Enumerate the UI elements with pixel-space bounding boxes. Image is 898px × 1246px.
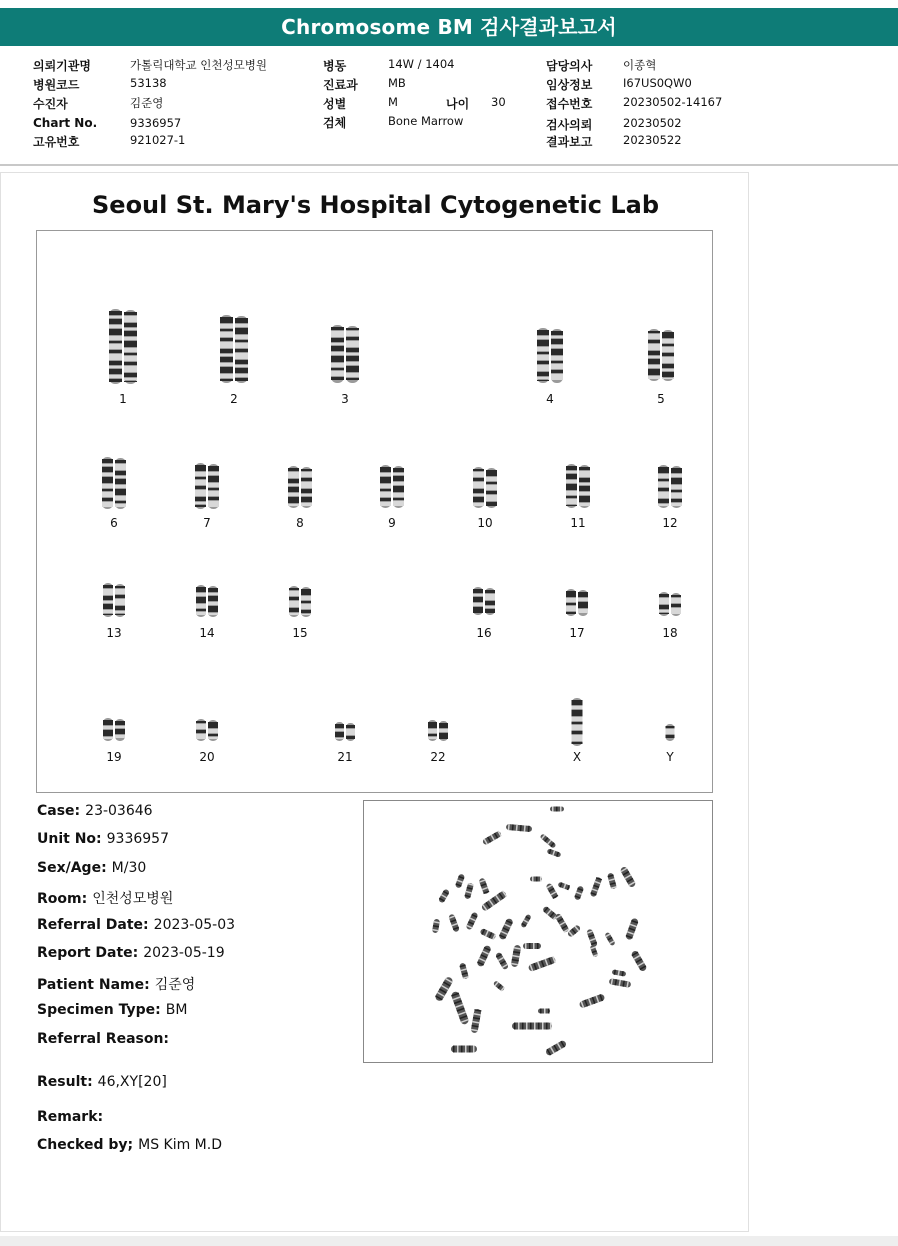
- karyogram-image: [37, 231, 714, 794]
- metaphase-chromosome: [520, 914, 531, 929]
- metaphase-chromosome: [612, 969, 627, 976]
- chromosome-15-b: [301, 587, 311, 617]
- chromosome-label-13: 13: [106, 626, 122, 640]
- chromosome-17-b: [578, 590, 588, 616]
- field-referral-date: Referral Date: 2023-05-03: [37, 917, 236, 933]
- metaphase-chromosome: [545, 1039, 568, 1056]
- info-value-patient: 김준영: [130, 96, 164, 110]
- info-value-specimen: Bone Marrow: [388, 114, 464, 128]
- info-value-receipt-no: 20230502-14167: [623, 95, 723, 109]
- metaphase-chromosome: [528, 956, 557, 972]
- metaphase-chromosome: [450, 991, 469, 1026]
- info-value-sex: M: [388, 95, 398, 109]
- metaphase-chromosome: [609, 978, 632, 988]
- info-label-request-date: 검사의뢰: [546, 118, 593, 132]
- chromosome-label-1: 1: [119, 392, 127, 406]
- chromosome-17-a: [566, 589, 576, 616]
- chromosome-11-a: [566, 464, 577, 508]
- metaphase-chromosome: [619, 866, 636, 889]
- metaphase-chromosome: [530, 877, 542, 882]
- chromosome-label-x: X: [572, 750, 582, 764]
- chromosome-16-b: [485, 588, 495, 615]
- metaphase-chromosome: [545, 883, 558, 900]
- chromosome-11-b: [579, 465, 590, 508]
- info-value-chart-no: 9336957: [130, 116, 182, 130]
- metaphase-chromosome: [459, 962, 469, 979]
- chromosome-15-a: [289, 586, 299, 617]
- metaphase-chromosome: [455, 873, 465, 888]
- metaphase-chromosome: [538, 1009, 550, 1014]
- chromosome-label-19: 19: [106, 750, 122, 764]
- info-label-patient: 수진자: [33, 97, 68, 111]
- metaphase-chromosome: [478, 877, 489, 894]
- metaphase-chromosome: [438, 888, 450, 903]
- field-referral-reason: Referral Reason:: [37, 1031, 170, 1047]
- chromosome-13-b: [115, 584, 125, 617]
- info-label-specimen: 검체: [323, 116, 347, 130]
- chromosome-2-a: [220, 315, 233, 383]
- chromosome-label-5: 5: [657, 392, 665, 406]
- chromosome-14-b: [208, 586, 218, 617]
- chromosome-19-a: [103, 718, 113, 741]
- metaphase-chromosome: [567, 924, 582, 938]
- metaphase-chromosome: [554, 913, 569, 933]
- field-case: Case: 23-03646: [37, 803, 153, 819]
- metaphase-chromosome: [434, 976, 454, 1003]
- karyogram: [36, 230, 713, 793]
- metaphase-chromosome: [464, 882, 474, 899]
- metaphase-chromosome: [506, 824, 532, 832]
- field-result: Result: 46,XY[20]: [37, 1074, 167, 1090]
- info-label-clinical-info: 임상정보: [546, 78, 593, 92]
- chromosome-label-12: 12: [662, 516, 678, 530]
- chromosome-3-b: [346, 326, 359, 383]
- chromosome-7-b: [208, 464, 219, 509]
- field-room: Room: 인천성모병원: [37, 891, 174, 907]
- info-value-doctor: 이종혁: [623, 58, 657, 72]
- chromosome-18-b: [671, 593, 681, 616]
- chromosome-label-4: 4: [546, 392, 554, 406]
- field-specimen-type: Specimen Type: BM: [37, 1002, 188, 1018]
- info-label-hospital-code: 병원코드: [33, 78, 80, 92]
- chromosome-3-a: [331, 325, 344, 383]
- chromosome-label-3: 3: [341, 392, 349, 406]
- metaphase-chromosome: [479, 928, 496, 940]
- info-value-department: MB: [388, 76, 406, 90]
- field-sex-age: Sex/Age: M/30: [37, 860, 147, 876]
- report-header-title: Chromosome BM 검사결과보고서: [0, 8, 898, 46]
- info-value-institution: 가톨릭대학교 인천성모병원: [130, 58, 267, 72]
- info-label-chart-no: Chart No.: [33, 116, 98, 130]
- chromosome-x: [572, 698, 583, 746]
- chromosome-5-a: [648, 329, 660, 381]
- metaphase-chromosome: [465, 912, 478, 931]
- field-unit-no: Unit No: 9336957: [37, 831, 169, 847]
- chromosome-8-b: [301, 467, 312, 508]
- chromosome-1-b: [124, 310, 137, 384]
- chromosome-label-21: 21: [337, 750, 353, 764]
- metaphase-chromosome: [625, 917, 639, 940]
- info-value-age: 30: [491, 95, 506, 109]
- info-label-department: 진료과: [323, 78, 358, 92]
- chromosome-label-7: 7: [203, 516, 211, 530]
- chromosome-1-a: [109, 309, 122, 384]
- chromosome-label-11: 11: [570, 516, 586, 530]
- metaphase-chromosome: [493, 980, 505, 992]
- metaphase-chromosome: [558, 882, 571, 891]
- chromosome-label-20: 20: [199, 750, 215, 764]
- chromosome-label-8: 8: [296, 516, 304, 530]
- metaphase-chromosome: [476, 945, 492, 968]
- metaphase-image: [364, 801, 714, 1064]
- chromosome-20-a: [196, 719, 206, 741]
- metaphase-chromosome: [432, 919, 440, 934]
- chromosome-6-b: [115, 458, 126, 509]
- chromosome-21-a: [335, 722, 344, 741]
- chromosome-22-a: [428, 720, 437, 741]
- metaphase-chromosome: [586, 929, 598, 948]
- chromosome-label-17: 17: [569, 626, 585, 640]
- chromosome-14-a: [196, 585, 206, 617]
- metaphase-chromosome: [547, 848, 562, 857]
- metaphase-chromosome: [607, 872, 617, 889]
- chromosome-5-b: [662, 330, 674, 381]
- chromosome-y: [666, 724, 675, 741]
- field-patient-name: Patient Name: 김준영: [37, 977, 196, 993]
- chromosome-label-6: 6: [110, 516, 118, 530]
- info-label-age: 나이: [446, 97, 470, 111]
- info-label-receipt-no: 접수번호: [546, 97, 593, 111]
- metaphase-chromosome: [511, 945, 522, 968]
- metaphase-chromosome: [579, 993, 606, 1008]
- info-label-doctor: 담당의사: [546, 59, 593, 73]
- metaphase-chromosome: [590, 945, 599, 958]
- chromosome-label-22: 22: [430, 750, 446, 764]
- header-divider: [0, 164, 898, 166]
- metaphase-chromosome: [482, 830, 502, 845]
- chromosome-label-2: 2: [230, 392, 238, 406]
- metaphase-chromosome: [448, 914, 460, 933]
- info-value-unique-no: 921027-1: [130, 133, 186, 147]
- info-value-result-date: 20230522: [623, 133, 682, 147]
- chromosome-21-b: [346, 723, 355, 741]
- info-value-request-date: 20230502: [623, 116, 682, 130]
- metaphase-chromosome: [495, 952, 509, 971]
- info-label-unique-no: 고유번호: [33, 135, 80, 149]
- chromosome-label-9: 9: [388, 516, 396, 530]
- info-label-result-date: 결과보고: [546, 135, 593, 149]
- chromosome-label-15: 15: [292, 626, 308, 640]
- chromosome-12-b: [671, 466, 682, 508]
- info-value-hospital-code: 53138: [130, 76, 167, 90]
- chromosome-18-a: [659, 592, 669, 616]
- field-checked-by: Checked by; MS Kim M.D: [37, 1137, 222, 1153]
- chromosome-10-a: [473, 467, 484, 508]
- chromosome-20-b: [208, 720, 218, 741]
- chromosome-label-y: Y: [666, 750, 674, 764]
- chromosome-label-16: 16: [476, 626, 492, 640]
- metaphase-chromosome: [451, 1046, 477, 1053]
- metaphase-chromosome: [542, 906, 558, 921]
- metaphase-chromosome: [590, 877, 602, 898]
- metaphase-chromosome: [470, 1009, 481, 1034]
- metaphase-chromosome: [539, 833, 556, 848]
- chromosome-10-b: [486, 468, 497, 508]
- chromosome-label-10: 10: [477, 516, 493, 530]
- chromosome-2-b: [235, 316, 248, 383]
- chromosome-9-a: [380, 465, 391, 508]
- field-report-date: Report Date: 2023-05-19: [37, 945, 225, 961]
- chromosome-8-a: [288, 466, 299, 508]
- metaphase-chromosome: [630, 950, 647, 973]
- chromosome-4-b: [551, 329, 563, 383]
- karyotype-report-panel: [0, 172, 749, 1232]
- metaphase-chromosome: [550, 807, 564, 812]
- metaphase-chromosome: [523, 943, 541, 949]
- info-label-sex: 성별: [323, 97, 347, 111]
- chromosome-16-a: [473, 587, 483, 615]
- info-label-institution: 의뢰기관명: [33, 59, 91, 73]
- chromosome-6-a: [102, 457, 113, 509]
- metaphase-chromosome: [604, 932, 615, 947]
- patient-info-grid: [0, 52, 898, 162]
- chromosome-19-b: [115, 719, 125, 741]
- chromosome-22-b: [439, 721, 448, 741]
- chromosome-label-18: 18: [662, 626, 678, 640]
- metaphase-chromosome: [498, 918, 514, 941]
- lab-title: Seoul St. Mary's Hospital Cytogenetic Lab: [92, 191, 659, 219]
- metaphase-spread: [363, 800, 713, 1063]
- info-value-clinical-info: I67US0QW0: [623, 76, 692, 90]
- chromosome-13-a: [103, 583, 113, 617]
- info-value-ward: 14W / 1404: [388, 57, 455, 71]
- bottom-scroll-bar: [0, 1236, 898, 1246]
- metaphase-chromosome: [574, 885, 584, 900]
- chromosome-label-14: 14: [199, 626, 215, 640]
- chromosome-12-a: [658, 465, 669, 508]
- chromosome-7-a: [195, 463, 206, 509]
- info-label-ward: 병동: [323, 59, 347, 73]
- chromosome-4-a: [537, 328, 549, 383]
- chromosome-9-b: [393, 466, 404, 508]
- metaphase-chromosome: [512, 1023, 552, 1030]
- field-remark: Remark:: [37, 1109, 104, 1125]
